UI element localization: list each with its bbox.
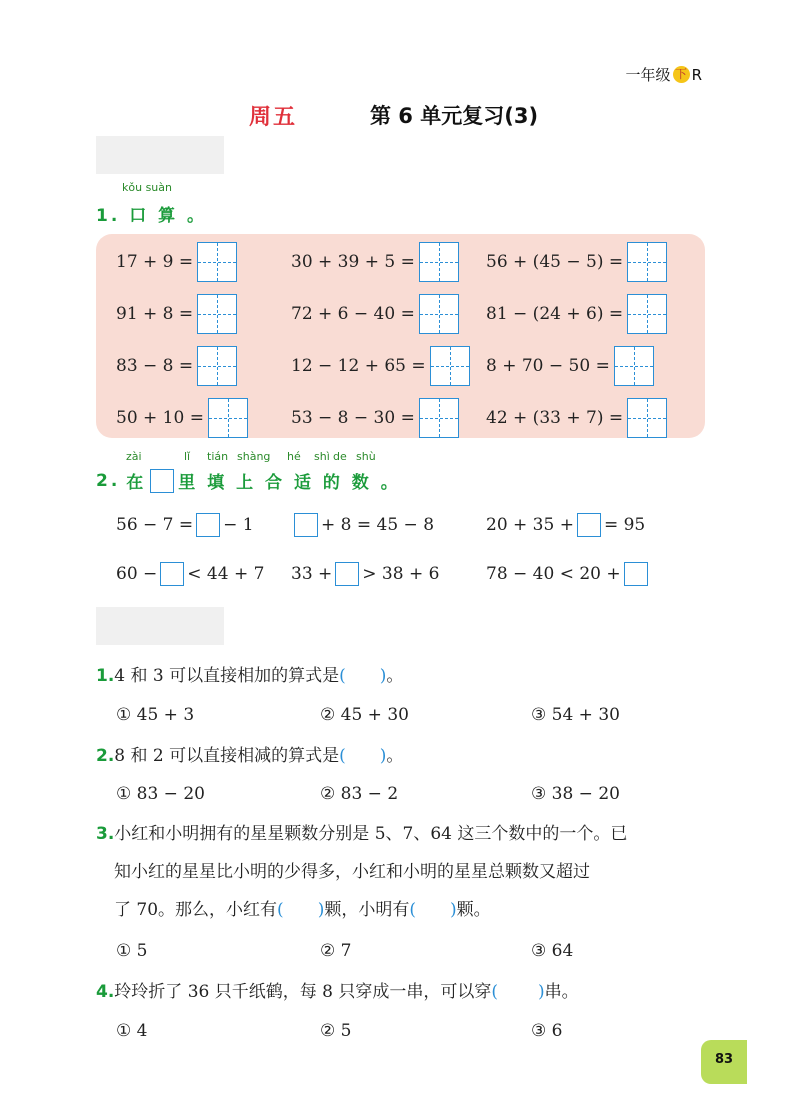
page-title: 第 6 单元复习(3) xyxy=(370,104,539,128)
answer-grid-box[interactable] xyxy=(627,398,667,438)
option-4-c[interactable]: ③ 6 xyxy=(531,1021,563,1041)
calc-item: 72 + 6 − 40 = xyxy=(291,294,459,334)
option-2-c[interactable]: ③ 38 − 20 xyxy=(531,784,620,804)
q2-heading: 2. 在 里 填 上 合 适 的 数 。 xyxy=(96,470,401,493)
calc-item: 30 + 39 + 5 = xyxy=(291,242,459,282)
edition-text: R xyxy=(691,65,702,84)
grade-text: 一年级 xyxy=(625,66,671,84)
q1-heading: 1. 口 算 。 xyxy=(96,206,208,226)
calc-item: 12 − 12 + 65 = xyxy=(291,346,470,386)
calc-item: 50 + 10 = xyxy=(116,398,248,438)
choice-question-4: 4.玲玲折了 36 只千纸鹤，每 8 只穿成一串，可以穿( )串。 xyxy=(96,982,579,1002)
calc-item: 53 − 8 − 30 = xyxy=(291,398,459,438)
q2-pinyin-8: shù xyxy=(356,450,376,463)
answer-box[interactable] xyxy=(294,513,318,537)
answer-grid-box[interactable] xyxy=(419,242,459,282)
option-1-c[interactable]: ③ 54 + 30 xyxy=(531,705,620,725)
calc-item: 17 + 9 = xyxy=(116,242,237,282)
answer-grid-box[interactable] xyxy=(419,294,459,334)
q2-pinyin-2: lǐ xyxy=(184,450,191,463)
section-label-placeholder-2 xyxy=(96,607,224,645)
day-title: 周五 xyxy=(249,105,298,130)
fill-item: 60 − < 44 + 7 xyxy=(116,564,265,584)
option-1-a[interactable]: ① 45 + 3 xyxy=(116,705,195,725)
answer-grid-box[interactable] xyxy=(627,242,667,282)
fill-item: + 8 = 45 − 8 xyxy=(291,513,434,537)
answer-grid-box[interactable] xyxy=(197,346,237,386)
section-label-placeholder-1 xyxy=(96,136,224,174)
calc-item: 42 + (33 + 7) = xyxy=(486,398,667,438)
q1-pinyin: kǒu suàn xyxy=(122,181,172,194)
option-1-b[interactable]: ② 45 + 30 xyxy=(320,705,409,725)
calc-item: 91 + 8 = xyxy=(116,294,237,334)
fill-item: 56 − 7 = − 1 xyxy=(116,515,254,535)
calc-item: 56 + (45 − 5) = xyxy=(486,242,667,282)
q2-pinyin-5: hé xyxy=(287,450,301,463)
option-3-c[interactable]: ③ 64 xyxy=(531,941,574,961)
option-3-b[interactable]: ② 7 xyxy=(320,941,352,961)
option-3-a[interactable]: ① 5 xyxy=(116,941,148,961)
grade-label xyxy=(626,64,702,85)
blank-box-icon xyxy=(150,469,174,493)
answer-box[interactable] xyxy=(196,513,220,537)
option-4-a[interactable]: ① 4 xyxy=(116,1021,148,1041)
q2-pinyin-4: shàng xyxy=(237,450,271,463)
answer-box[interactable] xyxy=(577,513,601,537)
calc-item: 81 − (24 + 6) = xyxy=(486,294,667,334)
q2-pinyin-7: de xyxy=(333,450,347,463)
q2-pinyin-3: tián xyxy=(207,450,229,463)
fill-item: 78 − 40 < 20 + xyxy=(486,562,651,586)
fill-item: 20 + 35 + = 95 xyxy=(486,515,646,535)
answer-grid-box[interactable] xyxy=(627,294,667,334)
answer-grid-box[interactable] xyxy=(197,294,237,334)
answer-grid-box[interactable] xyxy=(208,398,248,438)
answer-box[interactable] xyxy=(335,562,359,586)
option-2-a[interactable]: ① 83 − 20 xyxy=(116,784,205,804)
option-2-b[interactable]: ② 83 − 2 xyxy=(320,784,399,804)
choice-question-2: 2.8 和 2 可以直接相减的算式是( )。 xyxy=(96,746,404,766)
calc-item: 83 − 8 = xyxy=(116,346,237,386)
choice-question-3: 3.小红和小明拥有的星星颗数分别是 5、7、64 这三个数中的一个。已 知小红的星星比小明的少得多，小红和小明的星星总颗数又超过 了 70。那么，小红有( )颗，小明有( )颗。 xyxy=(96,824,628,920)
answer-grid-box[interactable] xyxy=(419,398,459,438)
option-4-b[interactable]: ② 5 xyxy=(320,1021,352,1041)
q2-pinyin-6: shì xyxy=(314,450,330,463)
fill-item: 33 + > 38 + 6 xyxy=(291,564,440,584)
choice-question-1: 1.4 和 3 可以直接相加的算式是( )。 xyxy=(96,666,404,686)
q2-pinyin-1: zài xyxy=(126,450,142,463)
answer-box[interactable] xyxy=(624,562,648,586)
answer-grid-box[interactable] xyxy=(614,346,654,386)
term-badge: 下 xyxy=(673,66,690,83)
answer-grid-box[interactable] xyxy=(197,242,237,282)
answer-grid-box[interactable] xyxy=(430,346,470,386)
answer-box[interactable] xyxy=(160,562,184,586)
calc-item: 8 + 70 − 50 = xyxy=(486,346,654,386)
page-number: 83 xyxy=(701,1040,747,1084)
